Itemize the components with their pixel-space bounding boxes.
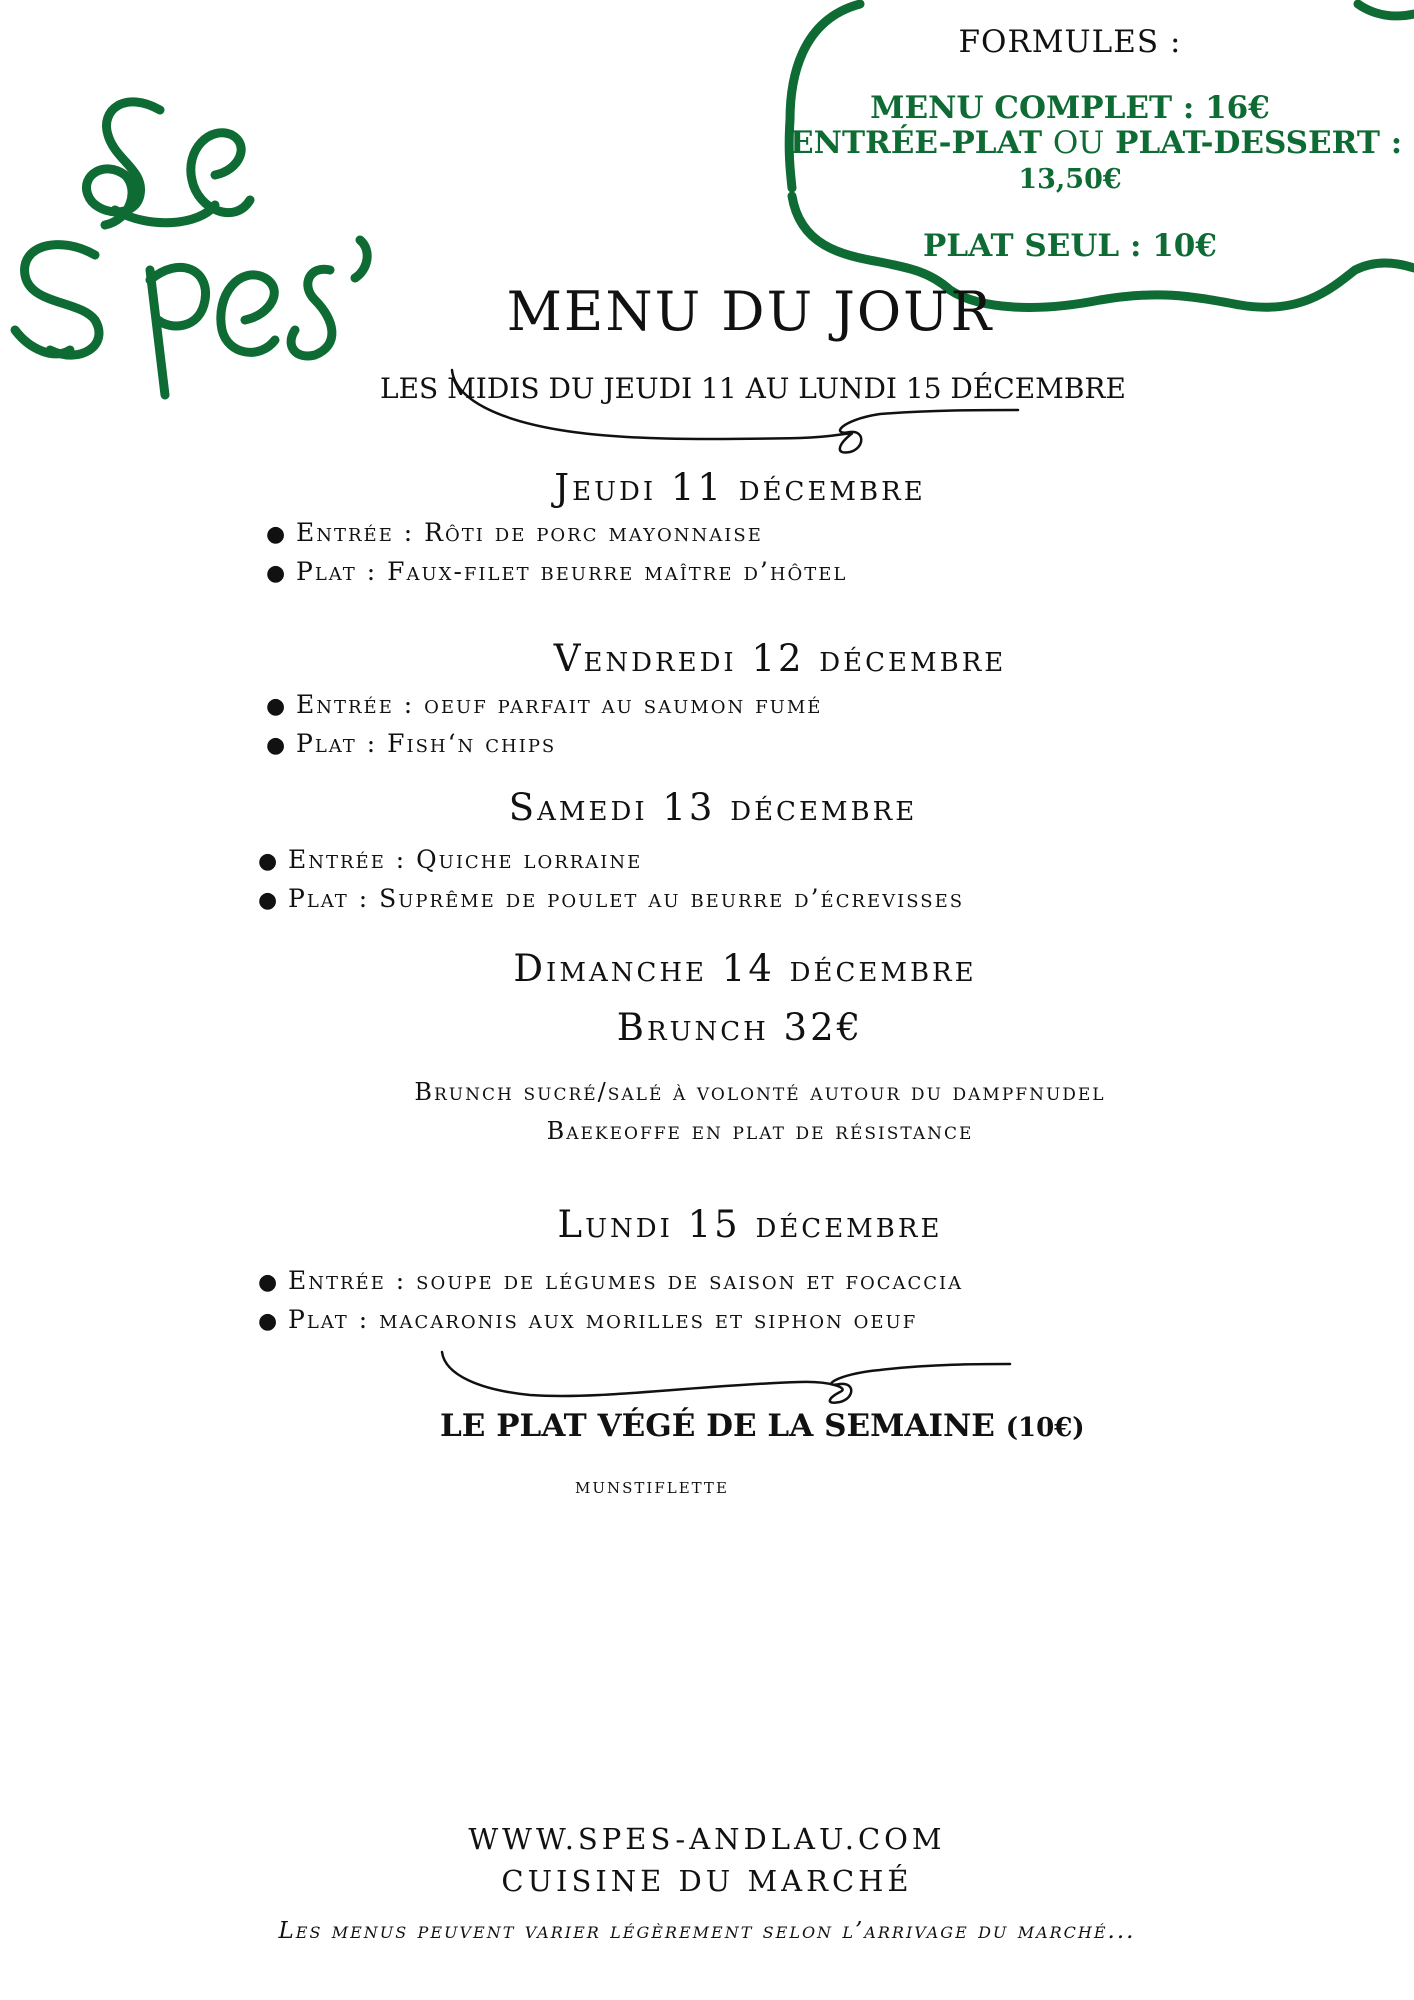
bullet-icon: ● xyxy=(266,561,286,586)
day-heading: Dimanche 14 décembre xyxy=(513,947,977,990)
menu-item xyxy=(266,729,556,758)
day-heading: Samedi 13 décembre xyxy=(508,786,918,829)
menu-item xyxy=(266,557,847,586)
menu-item xyxy=(258,845,642,874)
page-subtitle: LES MIDIS DU JEUDI 11 AU LUNDI 15 DÉCEMBRE xyxy=(380,372,1126,405)
formules-blob-border xyxy=(1358,4,1414,16)
menu-item-text: Entrée : Rôti de porc mayonnaise xyxy=(296,518,763,547)
formule-ou: OU xyxy=(1052,125,1105,161)
bullet-icon: ● xyxy=(258,1270,278,1295)
menu-item-text: Plat : macaronis aux morilles et siphon oeuf xyxy=(288,1305,918,1334)
bullet-icon: ● xyxy=(258,1309,278,1334)
bullet-icon: ● xyxy=(258,888,278,913)
bullet-icon: ● xyxy=(258,849,278,874)
vege-title xyxy=(440,1408,1085,1444)
day-heading: Lundi 15 décembre xyxy=(557,1203,943,1246)
brunch-line: Baekeoffe en plat de résistance xyxy=(546,1117,974,1145)
menu-item xyxy=(266,518,763,547)
brunch-line: Brunch sucré/salé à volonté autour du dampfnudel xyxy=(414,1078,1106,1106)
footer-website-link[interactable]: WWW.SPES-ANDLAU.COM xyxy=(468,1822,946,1856)
day-heading: Vendredi 12 décembre xyxy=(553,637,1007,680)
day-heading: Jeudi 11 décembre xyxy=(554,466,926,509)
menu-item xyxy=(258,1266,963,1295)
menu-item xyxy=(258,1305,917,1334)
swirl-divider-icon xyxy=(442,1352,1010,1403)
footer-note: Les menus peuvent varier légèrement selon l’arrivage du marché... xyxy=(278,1918,1136,1944)
menu-item-text: Entrée : Quiche lorraine xyxy=(288,845,643,874)
menu-item-text: Plat : Faux-filet beurre maître d’hôtel xyxy=(296,557,848,586)
logo xyxy=(15,102,367,395)
menu-item-text: Entrée : oeuf parfait au saumon fumé xyxy=(296,690,823,719)
vege-title-text: LE PLAT VÉGÉ DE LA SEMAINE xyxy=(440,1408,995,1444)
formule-plat-dessert-label: PLAT-DESSERT : xyxy=(1115,125,1403,161)
vege-dish: munstiflette xyxy=(575,1474,729,1499)
bullet-icon: ● xyxy=(266,733,286,758)
formule-plat-seul: PLAT SEUL : 10€ xyxy=(923,228,1217,264)
bullet-icon: ● xyxy=(266,694,286,719)
menu-item-text: Plat : Suprême de poulet au beurre d’écrevisses xyxy=(288,884,965,913)
page-title: MENU DU JOUR xyxy=(506,280,994,343)
formule-entree-plat xyxy=(790,125,1403,161)
vege-price: (10€) xyxy=(1005,1413,1085,1443)
menu-item xyxy=(258,884,964,913)
brunch-price: Brunch 32€ xyxy=(616,1006,864,1049)
menu-item xyxy=(266,690,822,719)
bullet-icon: ● xyxy=(266,522,286,547)
footer-tagline: CUISINE DU MARCHÉ xyxy=(501,1864,913,1898)
formule-entree-plat-price: 13,50€ xyxy=(1018,164,1122,195)
menu-item-text: Entrée : soupe de légumes de saison et focaccia xyxy=(288,1266,964,1295)
formule-menu-complet: MENU COMPLET : 16€ xyxy=(870,90,1270,126)
menu-item-text: Plat : Fish‘n chips xyxy=(296,729,557,758)
formules-title: FORMULES : xyxy=(958,24,1182,60)
formule-entree-plat-label: ENTRÉE-PLAT xyxy=(790,125,1043,161)
